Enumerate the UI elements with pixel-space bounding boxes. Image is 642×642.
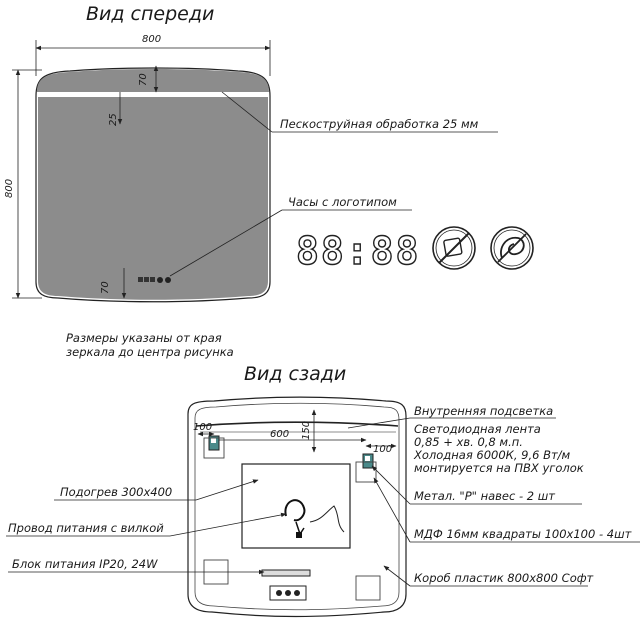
back-span-dim: 600 [270,429,290,440]
front-width-label: 800 [142,34,162,45]
back-right-dim: 100 [373,444,393,455]
front-view-title: Вид спереди [86,3,215,25]
front-top-sandblast-band [37,69,269,92]
led-spec-line4: монтируется на ПВХ уголок [414,461,584,475]
sandblast-callout: Пескоструйная обработка 25 мм [280,117,479,131]
hanger-callout: Метал. "Р" навес - 2 шт [414,489,555,503]
back-view-title: Вид сзади [244,363,347,385]
led-spec-line2: 0,85 + хв. 0,8 м.п. [414,435,523,449]
front-bottom-dim: 70 [100,281,111,294]
front-height-label: 800 [4,178,15,198]
front-top-band-dim: 70 [138,73,149,86]
socket-block [270,586,306,600]
led-title-callout: Внутренняя подсветка [414,404,554,418]
box-callout: Короб пластик 800х800 Софт [414,571,594,585]
logo-swirl-icon [491,227,533,269]
back-left-dim: 100 [193,422,213,433]
cable-callout: Провод питания с вилкой [8,521,164,535]
logo-crossed-icon [433,227,475,269]
heater-callout: Подогрев 300х400 [60,485,173,499]
dimension-note-line1: Размеры указаны от края [66,331,222,345]
psu-callout: Блок питания IP20, 24W [12,557,158,571]
dimension-note-line2: зеркала до центра рисунка [66,345,234,359]
p-hanger-right [363,454,373,468]
front-mirror-glass [38,97,268,300]
led-spec-line1: Светодиодная лента [414,422,541,436]
back-top-dim: 150 [301,420,312,440]
clock-digital-display: 88:88 [296,229,421,273]
mdf-callout: МДФ 16мм квадраты 100х100 - 4шт [414,527,632,541]
led-spec-line3: Холодная 6000К, 9,6 Вт/м [414,448,571,462]
power-supply-unit [262,570,310,576]
front-band-gap-dim: 25 [108,113,119,126]
clock-callout: Часы с логотипом [288,195,397,209]
